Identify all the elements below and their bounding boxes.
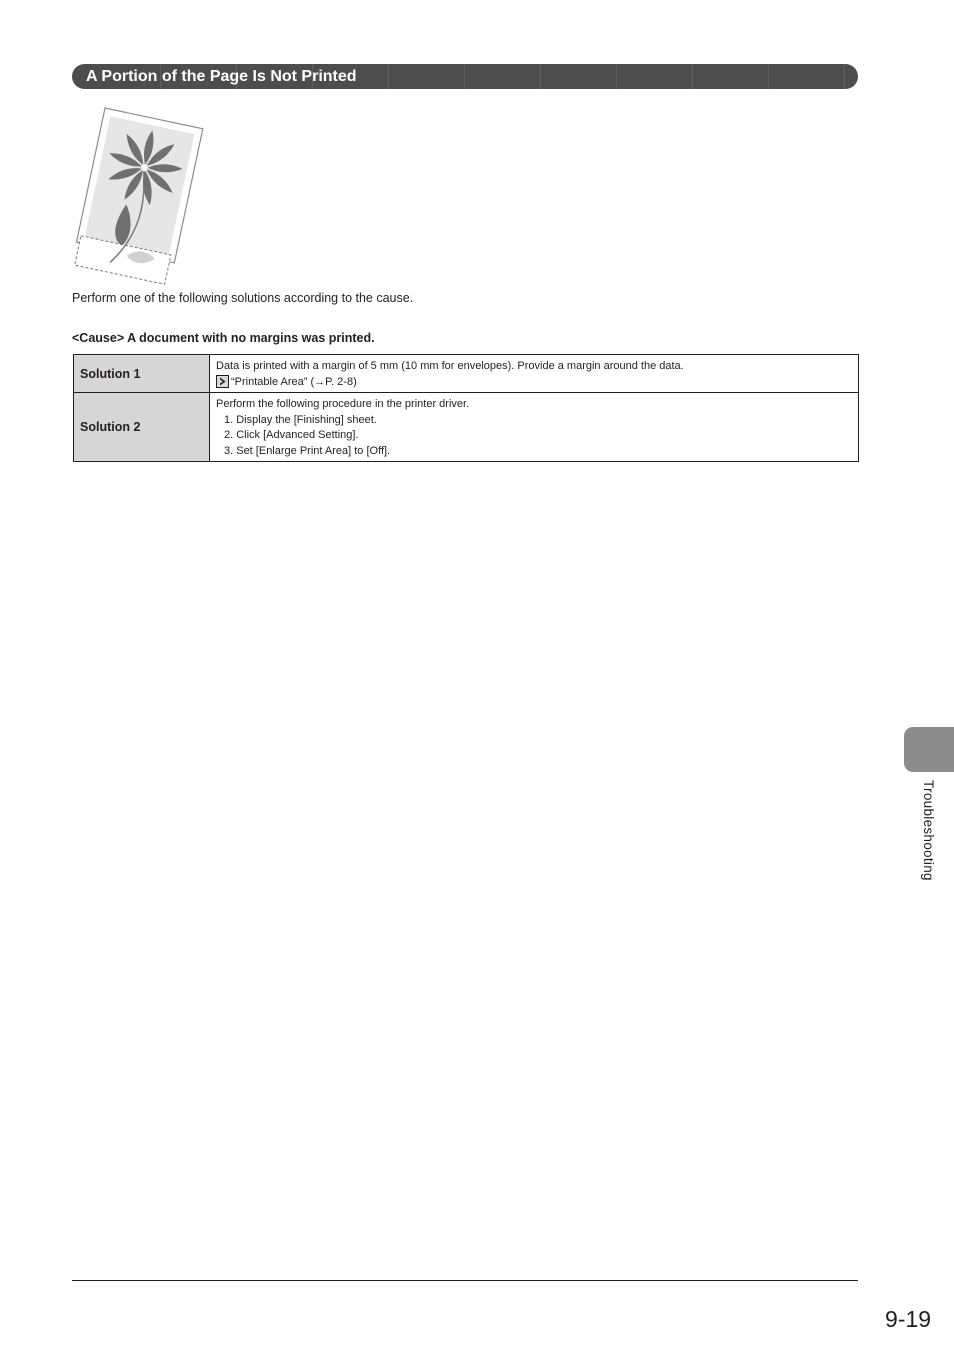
- section-header-bar: [72, 64, 858, 89]
- table-row: [74, 355, 859, 393]
- solutions-table: [73, 354, 859, 462]
- footer-divider: [72, 1280, 858, 1281]
- reference-arrow-icon[interactable]: [216, 375, 229, 388]
- cause-heading: <Cause> A document with no margins was printed.: [72, 331, 375, 345]
- solution-description-cell: [210, 393, 859, 462]
- intro-text: Perform one of the following solutions according to the cause.: [72, 291, 414, 305]
- chapter-tab[interactable]: [904, 727, 954, 772]
- procedure-step: 2. Click [Advanced Setting].: [224, 429, 359, 441]
- reference-line: [216, 375, 852, 391]
- solution-text: Perform the following procedure in the printer driver.: [216, 398, 470, 410]
- solution-label: Solution 1: [80, 366, 141, 381]
- solution-description-cell: [210, 355, 859, 393]
- section-title: A Portion of the Page Is Not Printed: [86, 68, 357, 85]
- page-number: 9-19: [885, 1306, 932, 1332]
- solution-label-cell: [74, 355, 210, 393]
- procedure-step: 1. Display the [Finishing] sheet.: [224, 413, 377, 426]
- solution-label: Solution 2: [80, 420, 141, 434]
- page-illustration: [72, 104, 208, 294]
- solution-label-cell: [74, 393, 210, 462]
- table-row: [74, 393, 859, 462]
- printable-area-link[interactable]: “Printable Area” (→P. 2-8): [231, 375, 357, 388]
- procedure-step: 3. Set [Enlarge Print Area] to [Off].: [224, 444, 391, 457]
- chapter-tab-label: Troubleshooting: [921, 780, 936, 881]
- solution-text: Data is printed with a margin of 5 mm (10 mm for envelopes). Provide a margin around the data.: [216, 360, 684, 372]
